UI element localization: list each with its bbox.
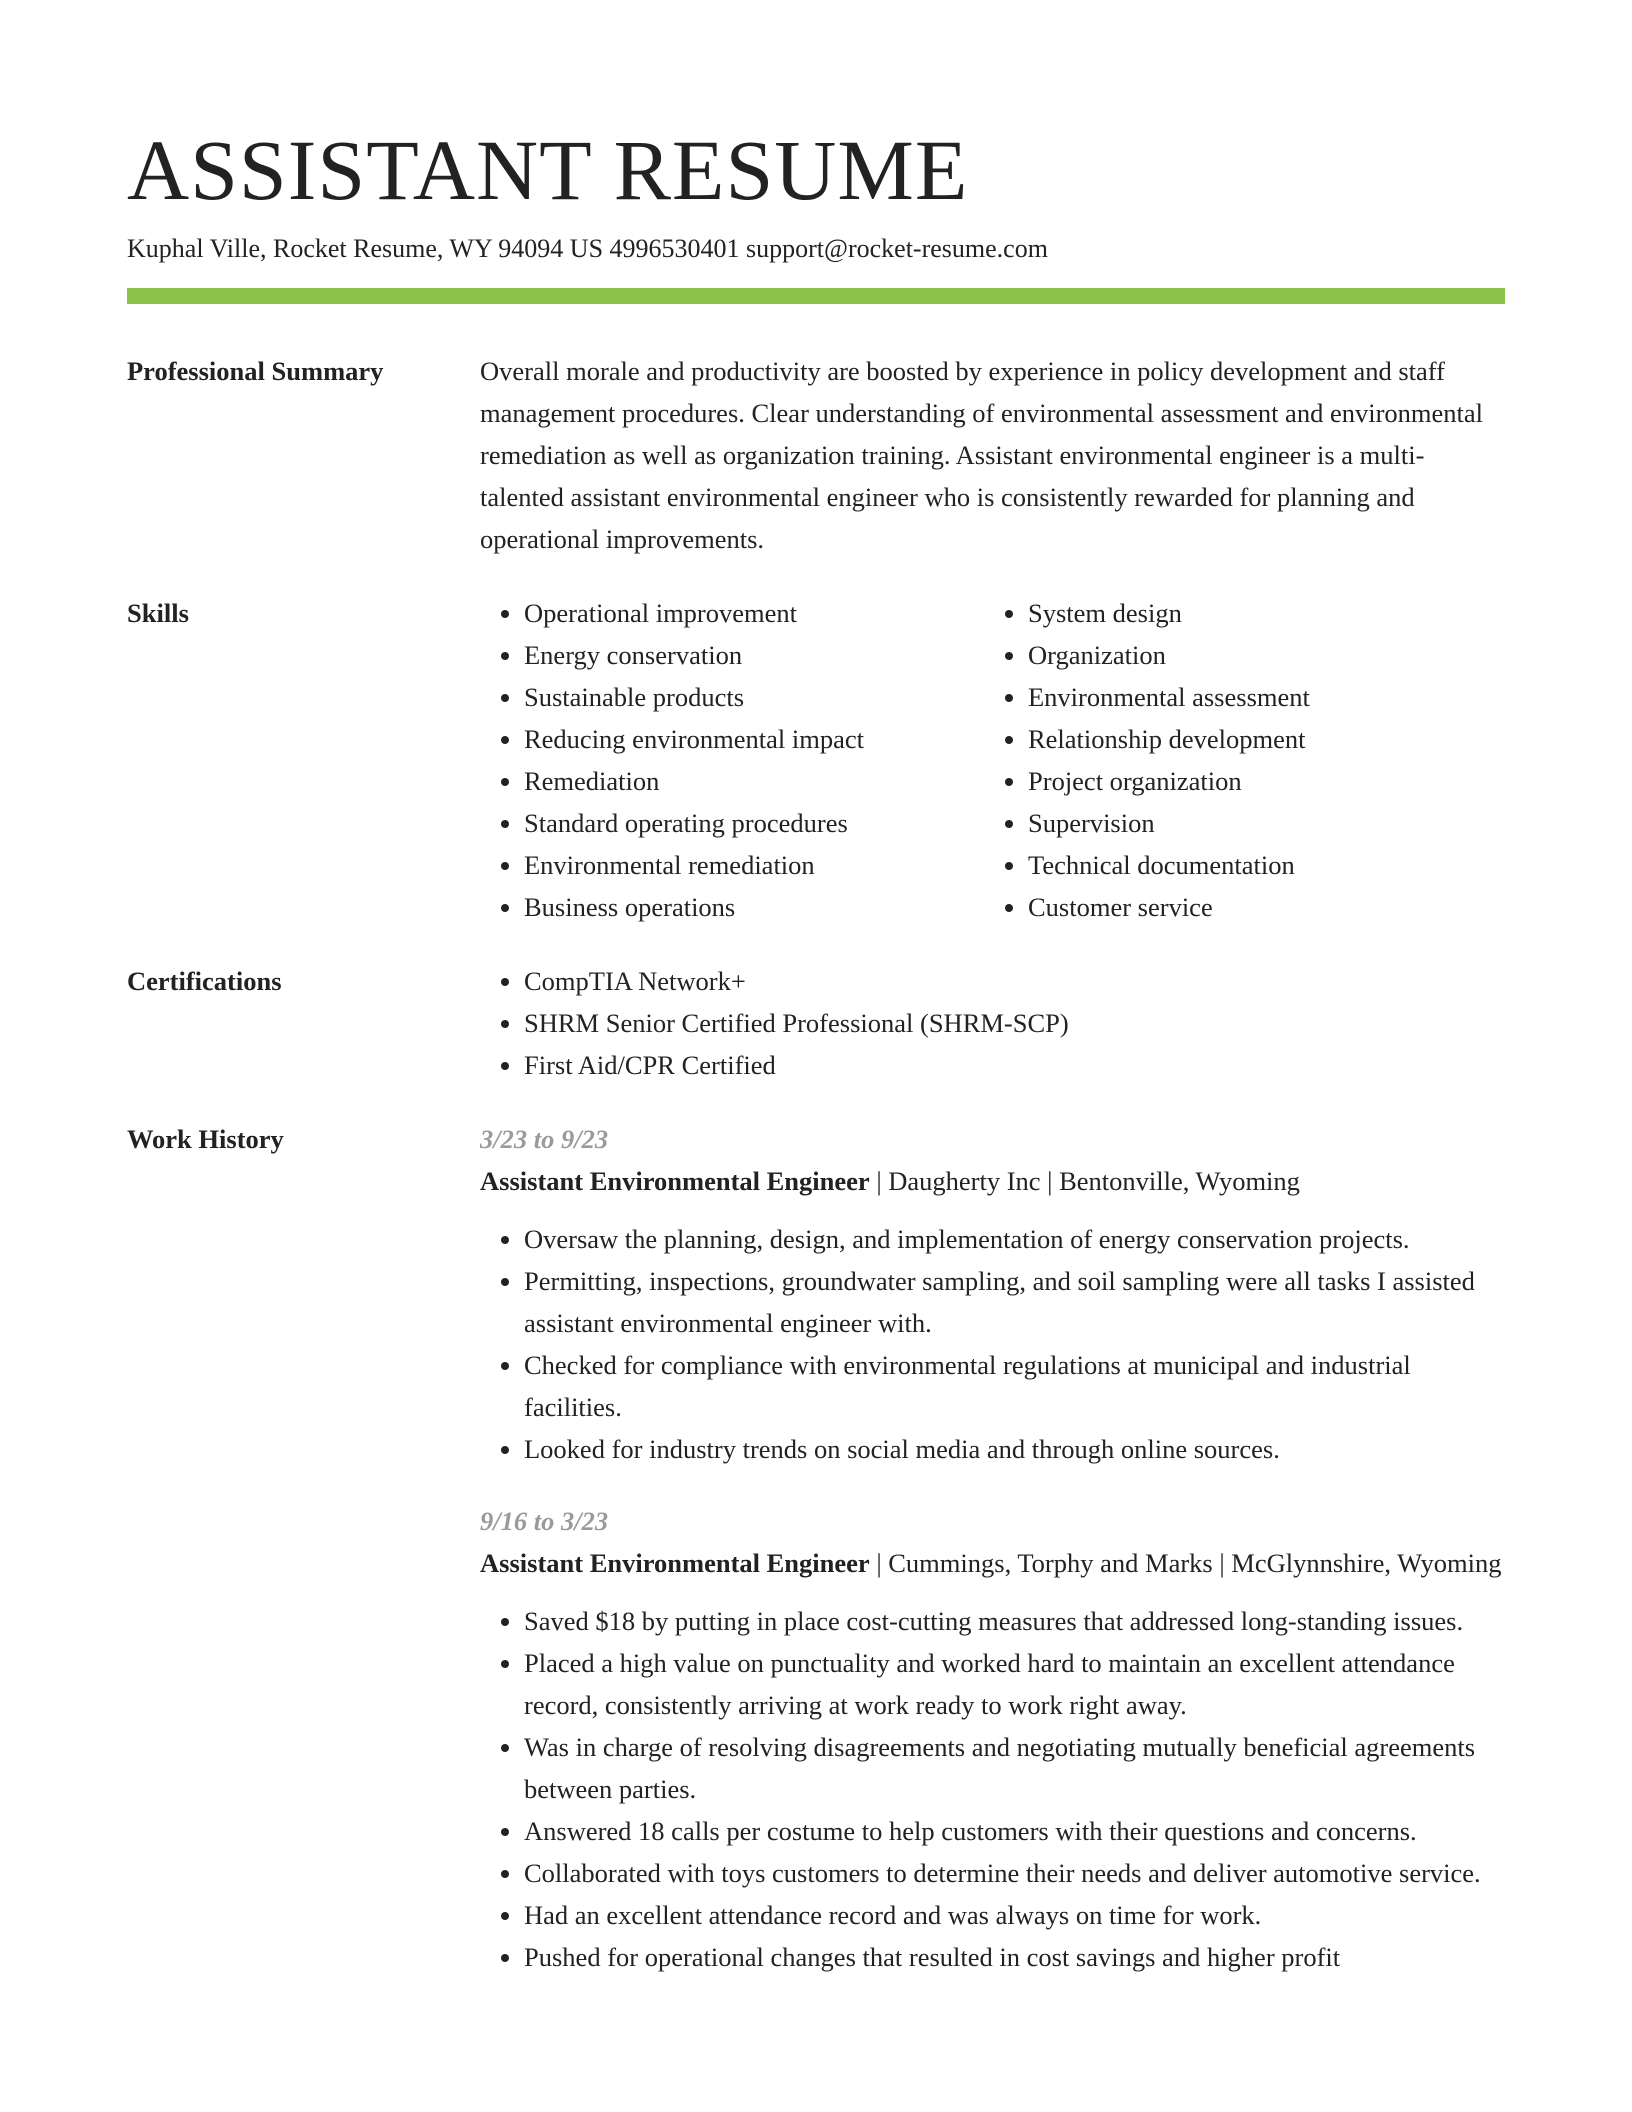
- job-dates: 9/16 to 3/23: [480, 1506, 609, 1536]
- job-details: | Daugherty Inc | Bentonville, Wyoming: [869, 1166, 1300, 1196]
- job-bullets: [480, 1218, 1505, 1470]
- job-title: Assistant Environmental Engineer: [480, 1166, 870, 1196]
- skills-section: [127, 592, 1505, 928]
- skill-item: • Sustainable products: [524, 676, 984, 718]
- job-bullet: • Placed a high value on punctuality and worked hard to maintain an excellent attendance record, consistently arriving at work ready to work right away.: [524, 1642, 1505, 1726]
- certifications-section: [127, 960, 1505, 1086]
- job-bullet: • Checked for compliance with environmental regulations at municipal and industrial facilities.: [524, 1344, 1505, 1428]
- skill-item: • Customer service: [1028, 886, 1488, 928]
- skill-item: • System design: [1028, 592, 1488, 634]
- certifications-list: [480, 960, 1505, 1086]
- section-label-certifications: Certifications: [127, 966, 282, 996]
- job-heading: [480, 1160, 1505, 1202]
- job-bullet: • Oversaw the planning, design, and implementation of energy conservation projects.: [524, 1218, 1505, 1260]
- certification-item: • First Aid/CPR Certified: [524, 1044, 1505, 1086]
- job-heading: [480, 1542, 1505, 1584]
- contact-line: Kuphal Ville, Rocket Resume, WY 94094 US 4996530401 support@rocket-resume.com: [127, 234, 1048, 263]
- job-bullet: • Answered 18 calls per costume to help customers with their questions and concerns.: [524, 1810, 1505, 1852]
- skill-item: • Relationship development: [1028, 718, 1488, 760]
- skill-item: • Remediation: [524, 760, 984, 802]
- skill-item: • Operational improvement: [524, 592, 984, 634]
- accent-divider: [127, 288, 1505, 304]
- skill-item: • Technical documentation: [1028, 844, 1488, 886]
- job-bullet: • Saved $18 by putting in place cost-cutting measures that addressed long-standing issues.: [524, 1600, 1505, 1642]
- skill-item: • Environmental remediation: [524, 844, 984, 886]
- skill-item: • Reducing environmental impact: [524, 718, 984, 760]
- skill-item: • Organization: [1028, 634, 1488, 676]
- work-history-section: [127, 1118, 1505, 1978]
- section-label-professional-summary: Professional Summary: [127, 356, 384, 386]
- section-label-work-history: Work History: [127, 1124, 284, 1154]
- resume-page: [127, 120, 1505, 1978]
- job-bullet: • Was in charge of resolving disagreements and negotiating mutually beneficial agreements between parties.: [524, 1726, 1505, 1810]
- job-title: Assistant Environmental Engineer: [480, 1548, 870, 1578]
- job-entry: [480, 1118, 1505, 1470]
- skill-item: • Environmental assessment: [1028, 676, 1488, 718]
- job-bullet: • Collaborated with toys customers to determine their needs and deliver automotive service.: [524, 1852, 1505, 1894]
- skills-list-left: [480, 592, 984, 928]
- resume-title: ASSISTANT RESUME: [127, 122, 969, 218]
- certification-item: • CompTIA Network+: [524, 960, 1505, 1002]
- certification-item: • SHRM Senior Certified Professional (SHRM-SCP): [524, 1002, 1505, 1044]
- certifications-body: [480, 960, 1505, 1086]
- skill-item: • Supervision: [1028, 802, 1488, 844]
- skill-item: • Energy conservation: [524, 634, 984, 676]
- skill-item: • Standard operating procedures: [524, 802, 984, 844]
- work-history-body: [480, 1118, 1505, 1978]
- section-label-skills: Skills: [127, 598, 189, 628]
- skills-columns: [480, 592, 1505, 928]
- job-bullet: • Had an excellent attendance record and was always on time for work.: [524, 1894, 1505, 1936]
- job-entry: [480, 1500, 1505, 1978]
- job-bullet: • Looked for industry trends on social media and through online sources.: [524, 1428, 1505, 1470]
- job-dates: 3/23 to 9/23: [480, 1124, 609, 1154]
- job-bullet: • Pushed for operational changes that resulted in cost savings and higher profit: [524, 1936, 1505, 1978]
- skills-list-right: [984, 592, 1488, 928]
- skill-item: • Business operations: [524, 886, 984, 928]
- professional-summary-section: [127, 350, 1505, 560]
- skill-item: • Project organization: [1028, 760, 1488, 802]
- job-details: | Cummings, Torphy and Marks | McGlynnshire, Wyoming: [869, 1548, 1502, 1578]
- job-bullet: • Permitting, inspections, groundwater sampling, and soil sampling were all tasks I assisted assistant environmental engineer with.: [524, 1260, 1505, 1344]
- summary-text: Overall morale and productivity are boosted by experience in policy development and staff management procedures. Clear understanding of environmental assessment and environmental remediation as well as organization training. Assistant environmental engineer is a multi-talented assistant environmental engineer who is consistently rewarded for planning and operational improvements.: [480, 356, 1484, 554]
- job-bullets: [480, 1600, 1505, 1978]
